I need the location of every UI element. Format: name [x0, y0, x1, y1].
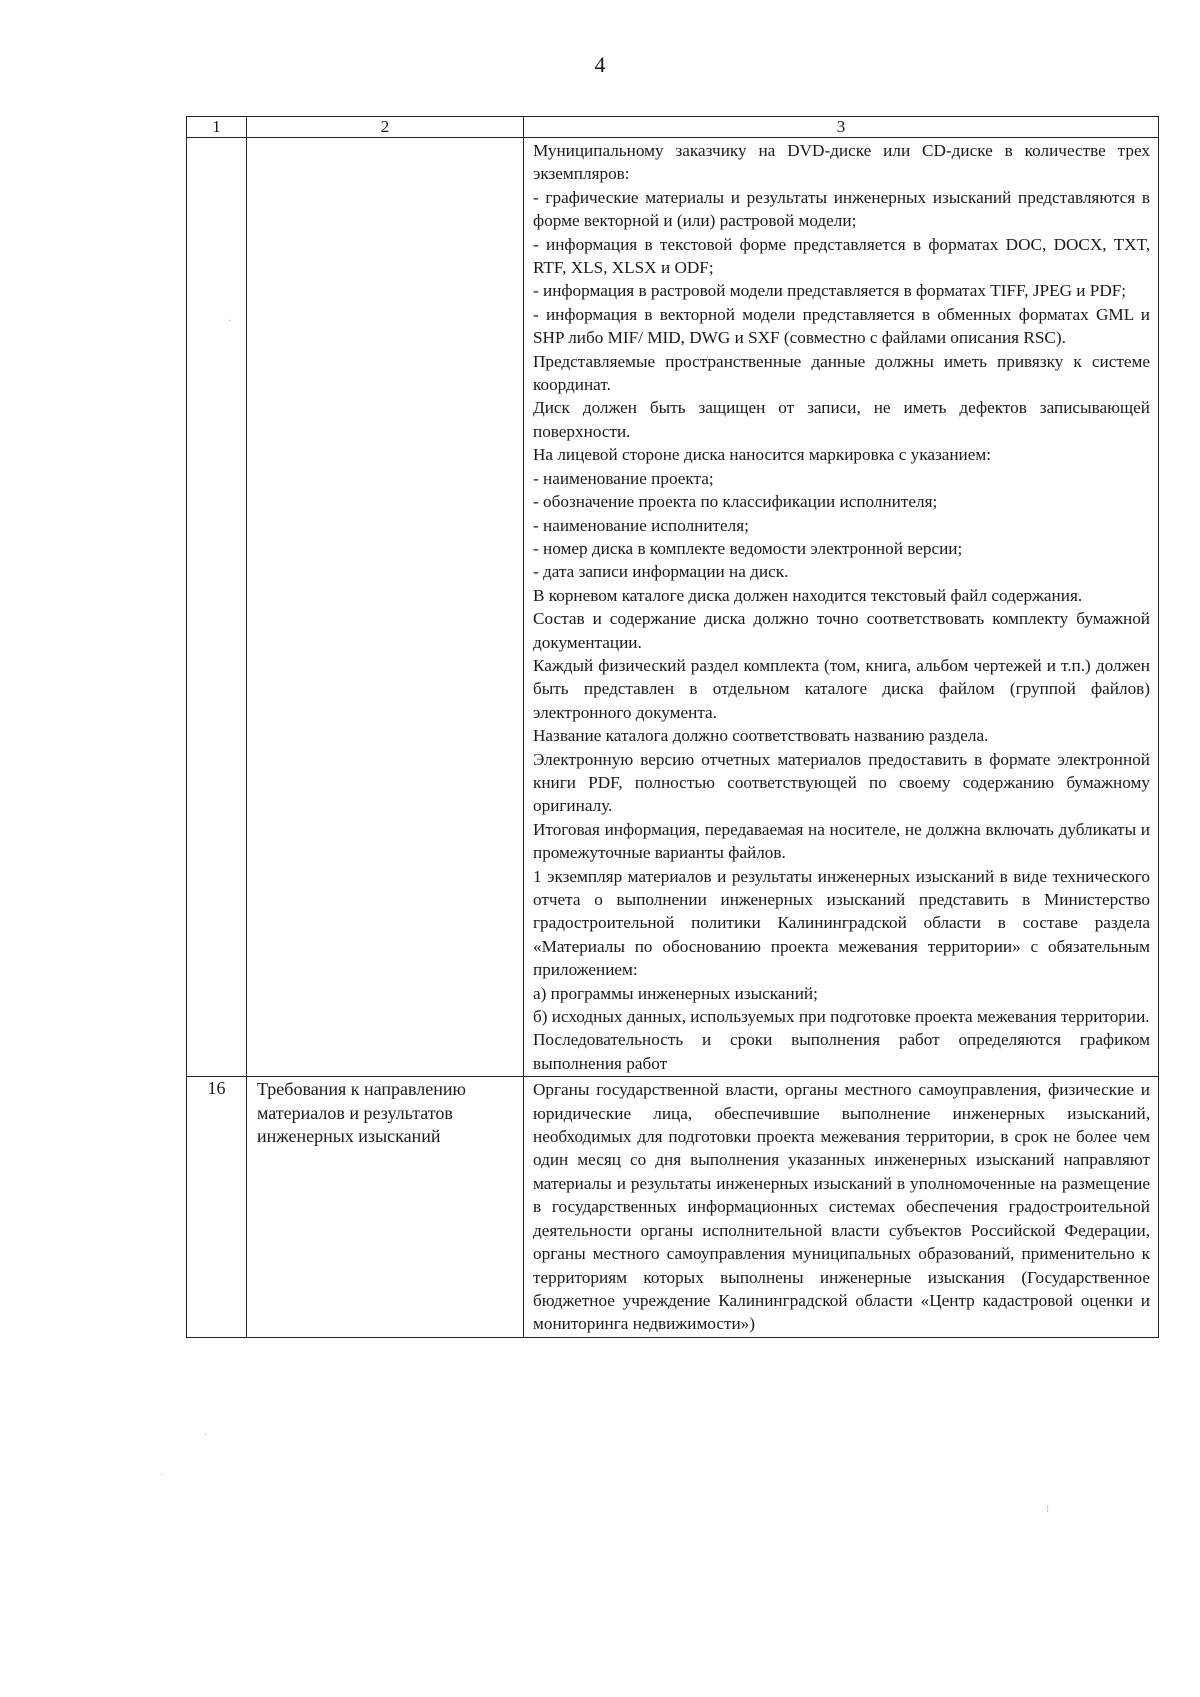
list-item: - номер диска в комплекте ведомости электронной версии;: [533, 538, 963, 558]
paragraph: Состав и содержание диска должно точно соответствовать комплекту бумажной документации.: [533, 609, 1150, 652]
paragraph: В корневом каталоге диска должен находится текстовый файл содержания.: [533, 585, 1083, 605]
paragraph: - информация в векторной модели представляется в обменных форматах GML и SHP либо MIF/ MID, DWG и SXF (совместно с файлами описания RSC).: [533, 304, 1150, 348]
page-number: 4: [594, 52, 606, 77]
paragraph: Итоговая информация, передаваемая на носителе, не должна включать дубликаты и промежуточные варианты файлов.: [533, 819, 1150, 863]
scan-speck: ·: [204, 1430, 208, 1441]
scan-speck: ·: [228, 316, 232, 327]
list-item: - обозначение проекта по классификации исполнителя;: [533, 492, 938, 512]
list-item: а) программы инженерных изысканий;: [533, 983, 818, 1003]
list-item: б) исходных данных, используемых при подготовке проекта межевания территории.: [533, 1007, 1150, 1027]
paragraph: Диск должен быть защищен от записи, не иметь дефектов записывающей поверхности.: [533, 398, 1150, 441]
row-number-cell: 16: [187, 1077, 247, 1337]
scan-speck: ·: [160, 1470, 164, 1481]
paragraph: На лицевой стороне диска наносится маркировка с указанием:: [533, 445, 992, 465]
requirements-table: [186, 116, 1159, 1338]
paragraph: Представляемые пространственные данные должны иметь привязку к системе координат.: [533, 351, 1150, 395]
table-row-continuation: [187, 138, 1159, 1077]
paragraph: Органы государственной власти, органы местного самоуправления, физические и юридические лица, обеспечившие выполнение инженерных изысканий, необходимых для подготовки проекта межевания территории, в срок не более чем один месяц со дня выполнения указанных инженерных изысканий направляют материалы и результаты инженерных изысканий в уполномоченные на размещение в государственных информационных системах обеспечения градостроительной деятельности органы исполнительной власти субъектов Российской Федерации, органы местного самоуправления муниципальных образований, применительно к территориям которых выполнены инженерные изыскания (Государственное бюджетное учреждение Калининградской области «Центр кадастровой оценки и мониторинга недвижимости»): [533, 1080, 1150, 1334]
paragraph: Название каталога должно соответствовать названию раздела.: [533, 726, 989, 746]
table-header-row: [187, 117, 1159, 138]
list-item: - дата записи информации на диск.: [533, 562, 789, 582]
paragraph: Последовательность и сроки выполнения работ определяются графиком выполнения работ: [533, 1030, 1150, 1073]
row-label-cell: [247, 138, 524, 1077]
list-item: - наименование проекта;: [533, 468, 714, 488]
row-content-cell: [524, 138, 1159, 1077]
paragraph: - графические материалы и результаты инженерных изысканий представляются в форме векторной и (или) растровой модели;: [533, 187, 1150, 231]
paragraph: Каждый физический раздел комплекта (том, книга, альбом чертежей и т.п.) должен быть представлен в отдельном каталоге диска файлом (группой файлов) электронного документа.: [533, 655, 1150, 722]
row-content-cell: [524, 1077, 1159, 1337]
paragraph: - информация в растровой модели представляется в форматах TIFF, JPEG и PDF;: [533, 281, 1127, 301]
header-col-2: 2: [247, 117, 524, 138]
header-col-3: 3: [524, 117, 1159, 138]
list-item: - наименование исполнителя;: [533, 515, 749, 535]
header-col-1: 1: [187, 117, 247, 138]
scan-speck: ⁝: [1046, 1504, 1050, 1515]
table-row-16: [187, 1077, 1159, 1337]
paragraph: - информация в текстовой форме представляется в форматах DOC, DOCX, TXT, RTF, XLS, XLSX и ODF;: [533, 234, 1150, 278]
paragraph: 1 экземпляр материалов и результаты инженерных изысканий в виде технического отчета о выполнении инженерных изысканий представить в Министерство градостроительной политики Калининградской области в составе раздела «Материалы по обоснованию проекта межевания территории» с обязательным приложением:: [533, 866, 1150, 980]
row-number-cell: [187, 138, 247, 1077]
row-label-cell: Требования к направлению материалов и результатов инженерных изысканий: [247, 1077, 524, 1337]
paragraph: Муниципальному заказчику на DVD-диске или CD-диске в количестве трех экземпляров:: [533, 141, 1150, 184]
paragraph: Электронную версию отчетных материалов предоставить в формате электронной книги PDF, полностью соответствующей по своему содержанию бумажному оригиналу.: [533, 749, 1150, 816]
